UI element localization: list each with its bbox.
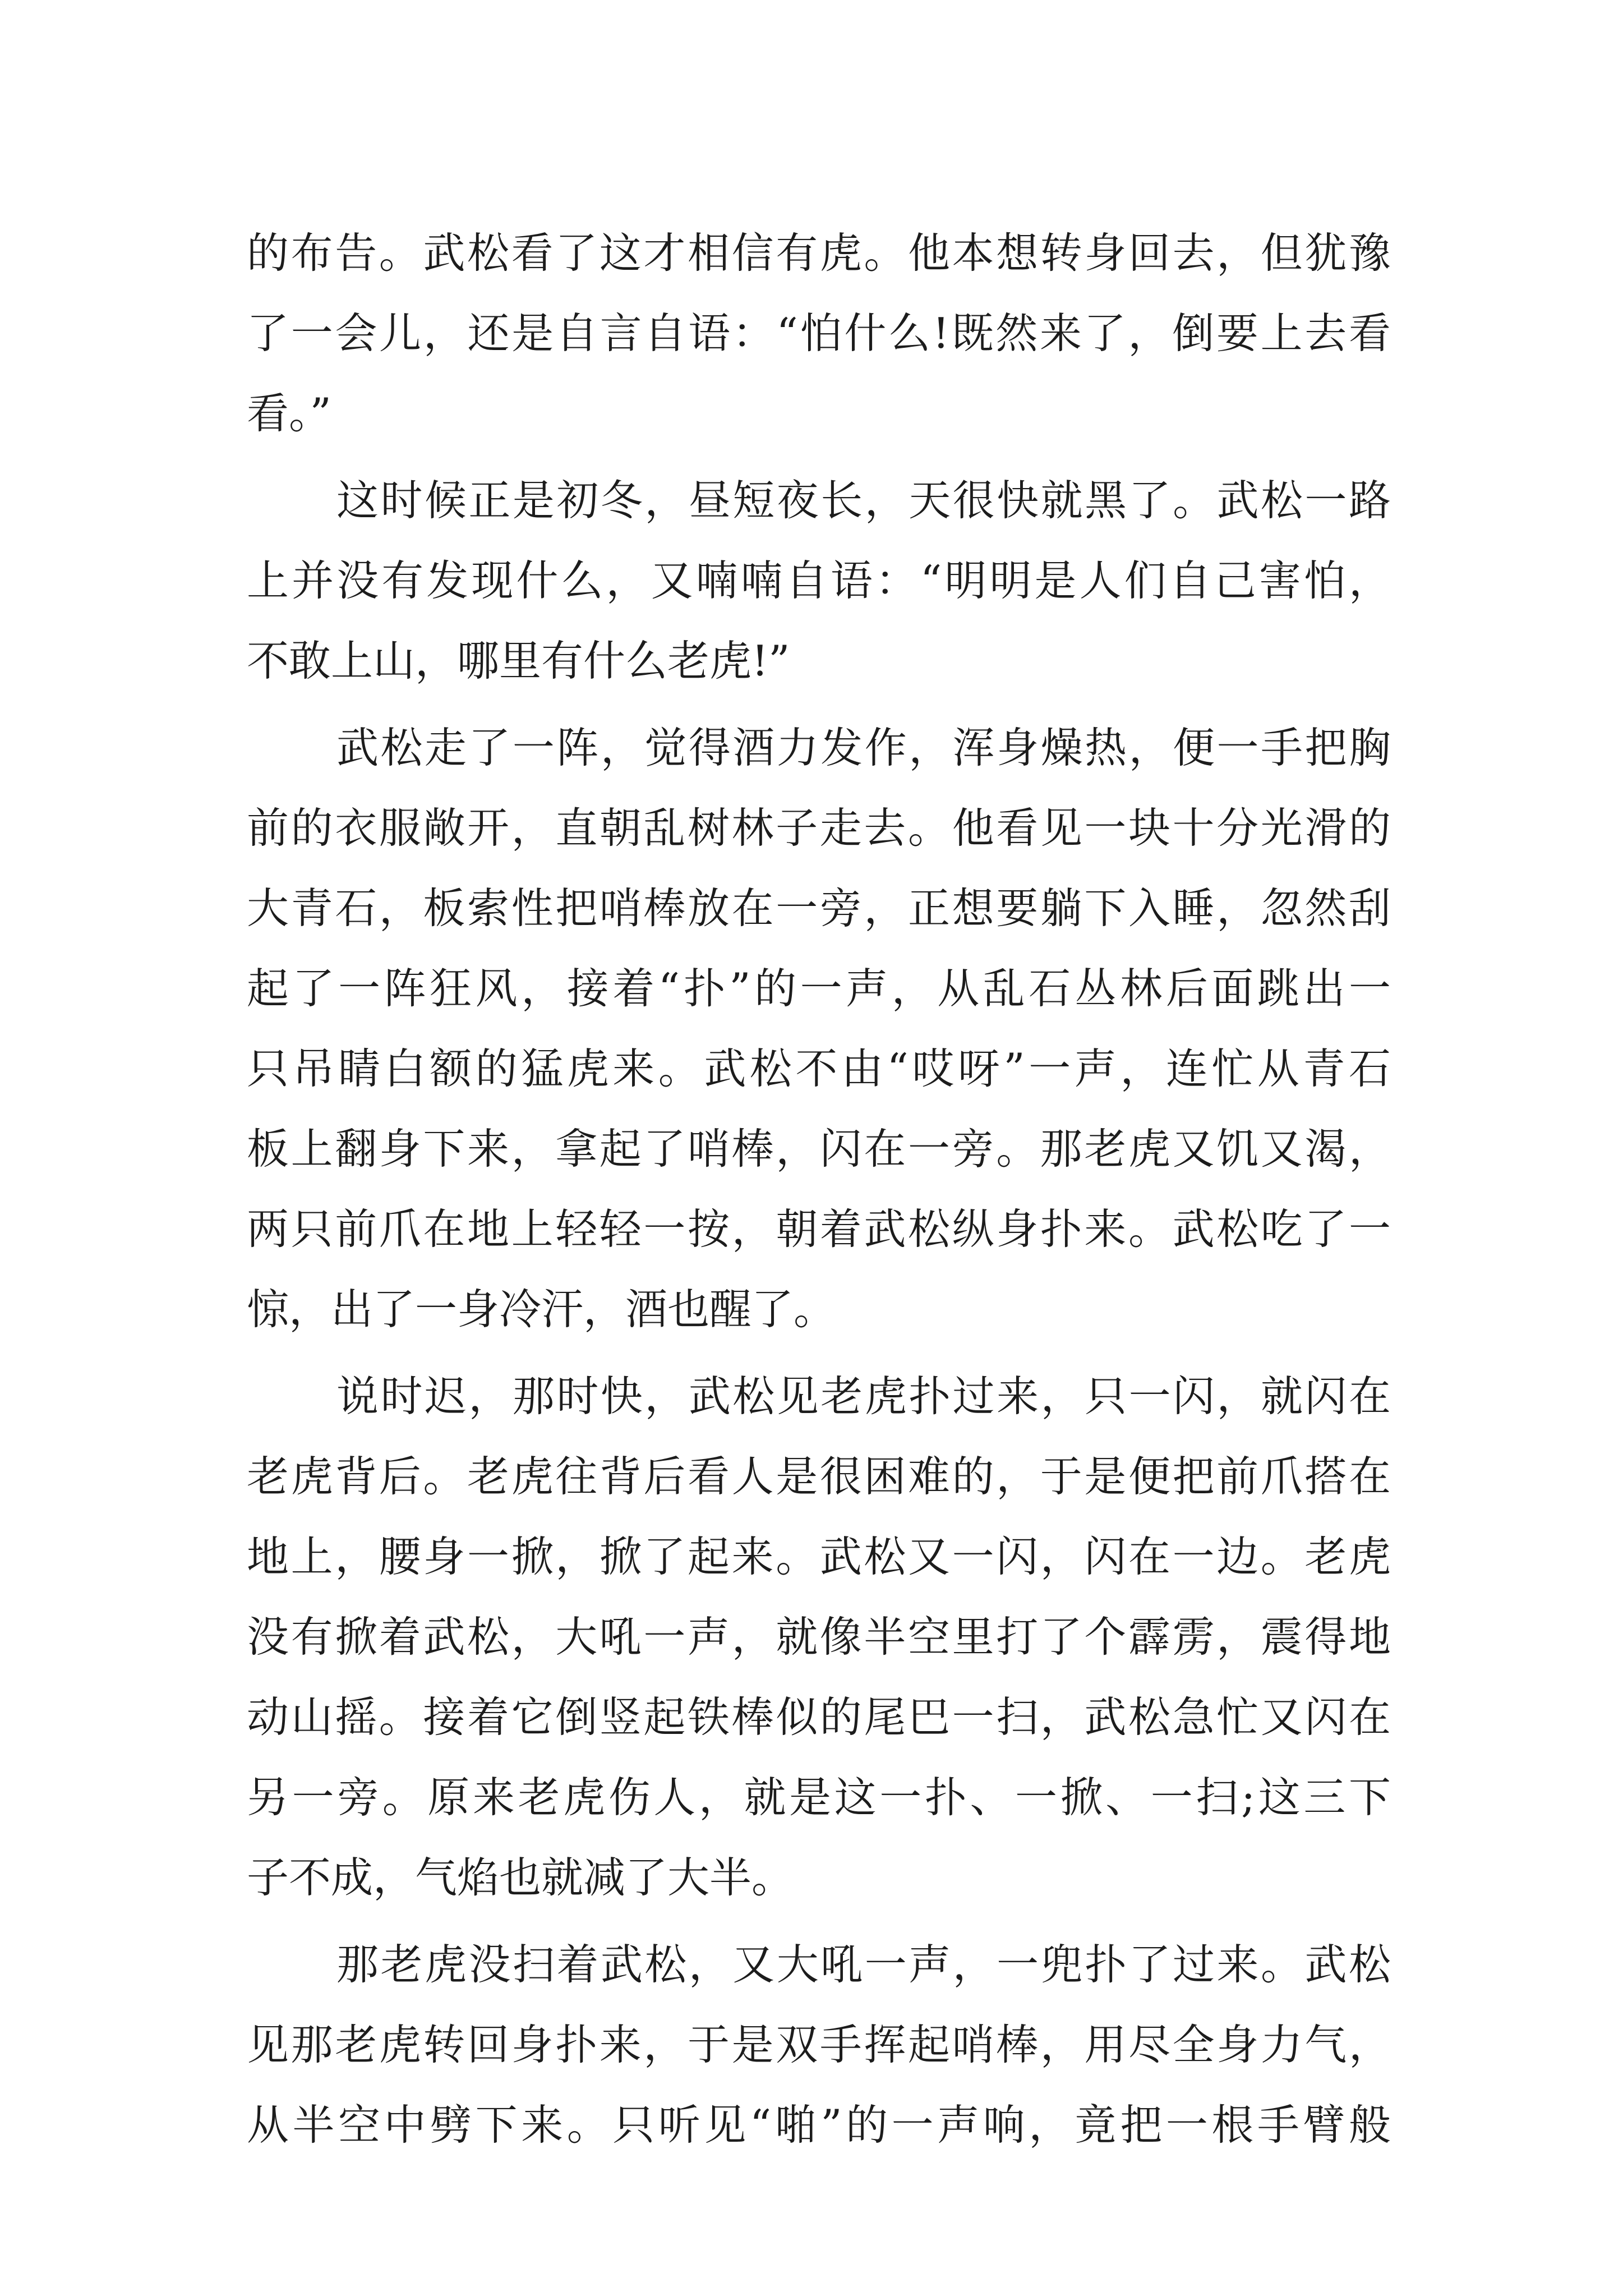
text-line: 板上翻身下来，拿起了哨棒，闪在一旁。那老虎又饥又渴， — [247, 1124, 1391, 1174]
text-line: 前的衣服敞开，直朝乱树林子走去。他看见一块十分光滑的 — [247, 803, 1391, 853]
paragraph — [247, 1925, 1391, 2165]
text-line: 子不成，气焰也就减了大半。 — [247, 1853, 794, 1902]
text-line: 另一旁。原来老虎伤人，就是这一扑、一掀、一扫;这三下 — [247, 1773, 1391, 1822]
text-line: 没有掀着武松，大吼一声，就像半空里打了个霹雳，震得地 — [247, 1612, 1391, 1662]
text-line: 只吊睛白额的猛虎来。武松不由“哎呀”一声，连忙从青石 — [247, 1044, 1391, 1093]
paragraph-spacer — [247, 701, 1391, 708]
paragraph — [247, 708, 1391, 1350]
paragraph-spacer — [247, 454, 1391, 461]
text-line: 这时候正是初冬，昼短夜长，天很快就黑了。武松一路 — [336, 476, 1391, 525]
text-line: 不敢上山，哪里有什么老虎!” — [247, 636, 790, 685]
story-text — [247, 213, 1391, 2165]
text-line: 了一会儿，还是自言自语：“怕什么!既然来了，倒要上去看 — [247, 309, 1391, 358]
text-line: 大青石，板索性把哨棒放在一旁，正想要躺下入睡，忽然刮 — [247, 884, 1391, 933]
paragraph — [247, 461, 1391, 701]
text-line: 武松走了一阵，觉得酒力发作，浑身燥热，便一手把胸 — [336, 723, 1391, 772]
paragraph — [247, 1356, 1391, 1918]
text-line: 老虎背后。老虎往背后看人是很困难的，于是便把前爪搭在 — [247, 1452, 1391, 1501]
text-line: 两只前爪在地上轻轻一按，朝着武松纵身扑来。武松吃了一 — [247, 1204, 1391, 1254]
text-line: 从半空中劈下来。只听见“啪”的一声响，竟把一根手臂般 — [247, 2100, 1391, 2150]
text-line: 的布告。武松看了这才相信有虎。他本想转身回去，但犹豫 — [247, 228, 1391, 278]
text-line: 动山摇。接着它倒竖起铁棒似的尾巴一扫，武松急忙又闪在 — [247, 1692, 1391, 1742]
text-line: 起了一阵狂风，接着“扑”的一声，从乱石丛林后面跳出一 — [247, 964, 1391, 1013]
text-line: 惊，出了一身冷汗，酒也醒了。 — [247, 1285, 836, 1334]
text-line: 说时迟，那时快，武松见老虎扑过来，只一闪，就闪在 — [336, 1372, 1391, 1421]
paragraph-spacer — [247, 1918, 1391, 1925]
text-line: 看。” — [247, 389, 331, 438]
paragraph — [247, 213, 1391, 454]
text-line: 上并没有发现什么，又喃喃自语：“明明是人们自己害怕， — [247, 556, 1391, 605]
text-line: 见那老虎转回身扑来，于是双手挥起哨棒，用尽全身力气， — [247, 2020, 1391, 2069]
paragraph-spacer — [247, 1350, 1391, 1356]
text-line: 那老虎没扫着武松，又大吼一声，一兜扑了过来。武松 — [336, 1940, 1391, 1989]
text-line: 地上，腰身一掀，掀了起来。武松又一闪，闪在一边。老虎 — [247, 1532, 1391, 1581]
